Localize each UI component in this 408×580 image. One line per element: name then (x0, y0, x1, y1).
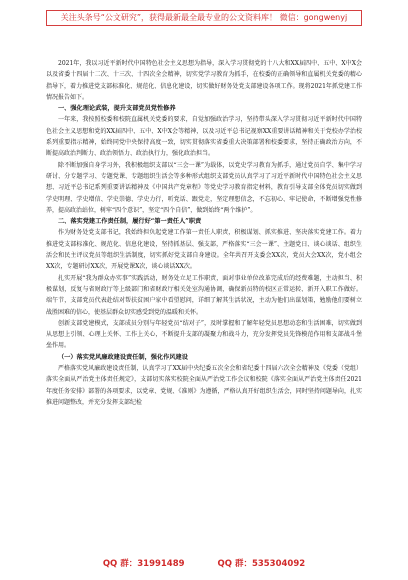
qq-group-1: QQ 群：31991489 (102, 559, 185, 569)
qq-group-2: QQ 群：535304092 (217, 559, 306, 569)
section-heading-2: 二、落实党建工作责任制，履行好“第一责任人”职责 (58, 218, 202, 226)
promo-banner: 关注头条号“公文研究”，获得最新最全最专业的公文资料库！ 微信：gongwenyj (46, 10, 362, 26)
document-body (46, 58, 362, 408)
section-heading-1: 一、强化理论武装，提升支部党员党性修养 (58, 105, 176, 113)
paragraph: 一年来，我按照校委和校院直属机关党委的要求，自觉加强政治学习，坚持带头深入学习贯彻习近平新时代中国特色社会主义思想和党的XX届四中、五中、X中X会等精神，以及习近平总书记视察XX重要讲话精神和关于党校办学治校系列重要指示精神，始终同党中央保持高度一致，切实贯彻落实省委重大决策部署和校委要求，坚持正确政治方向，不断提高政治判断力、政治领悟力、政治执行力，强化政治担当。 (46, 116, 362, 158)
subsection-heading: （一）落实党风廉政建设责任制，强化作风建设 (58, 353, 188, 361)
paragraph-intro: 2021年，我以习近平新时代中国特色社会主义思想为指导，深入学习贯彻党的十八大和XX届四中、五中、X中X会以及省委十四届十二次、十三次、十四次全会精神，切实党学习教育为抓手，在校委的正确领导和直属机关党委的精心指导下，着力推进党支部标准化、规范化、信息化建设，切实做好财务处党支部建设各项工作。现将2021年抓党建工作情况报告如下。 (46, 60, 362, 101)
paragraph: 除不断加强自身学习外，我积极组织支部以“三会一课”为载体，以党史学习教育为抓手，通过党员自学、集中学习研讨、分专题学习、专题党课、专题组织生活会等多种形式组织支部党员认真学习了习近平新时代中国特色社会主义思想、习近平总书记系列重要讲话精神及《中国共产党章程》等党史学习教育指定材料，教育引导支部全体党员切实做到学史明理、学史增信、学史崇德、学史力行，听党话、跟党走，坚定理想信念，不忘初心、牢记使命，不断增强党性修养，提高政治站位，树牢“四个意识”，坚定“四个自信”，做到始终“两个维护”。 (46, 161, 362, 214)
paragraph: 创新支部党建模式，支部成员分别与年轻党员“结对子”，及时掌握和了解年轻党员思想动态和生活困难，切实做到从思想上引领、心理上关怀、工作上关心，不断提升支部的凝聚力和战斗力，充分发挥党员先锋模范作用和支部战斗堡垒作用。 (46, 319, 362, 350)
paragraph: 严格落实党风廉政建设责任制，认真学习了XX届中央纪委五次全会和省纪委十四届六次全会精神及《党委（党组）落实全面从严治党主体责任规定》，支部切实落实校院全面从严治党工作会议和校院《落实全面从严治党主体责任2021年度任务安排》部署的各项要求，以党章、党规、《准则》为遵循，严格认真开好组织生活会，同时坚持问题导向，扎实推进问题整改，并充分发挥支部纪检 (46, 365, 362, 406)
contact-footer (0, 558, 408, 570)
paragraph: 作为财务处党支部书记，我始终担负起党建工作第一责任人职责，积极谋划、抓实推进、坚决落实党建工作。着力推进党支部标准化、规范化、信息化建设，坚持抓基层、强支部，严格落实“三会一课”、主题党日、谈心谈话、组织生活会和民主评议党员等组织生活制度，切实抓好党支部自身建设。全年共召开支委会XX次，党员大会XX次，党小组会XX次，专题研讨XX次，开展党课X次，谈心谈话XX次。 (46, 229, 362, 271)
paragraph: 扎实开展“我为群众办实事”实践活动，财务处立足工作职责，面对事业单位改革完成后的经费难题，主动担当、积极谋划，反复与省财政厅等上级部门和省财政厅相关处室沟通协调，确保新员特的校区正常运转、新开入职工作做好。端午节，支部党员代表赴结对帮扶贫困户家中看望慰问，详细了解其生活状况，主动为他们出谋划策，勉励他们要树立战胜困难的信心，使基层群众切实感受到党的温暖和关怀。 (46, 274, 362, 316)
